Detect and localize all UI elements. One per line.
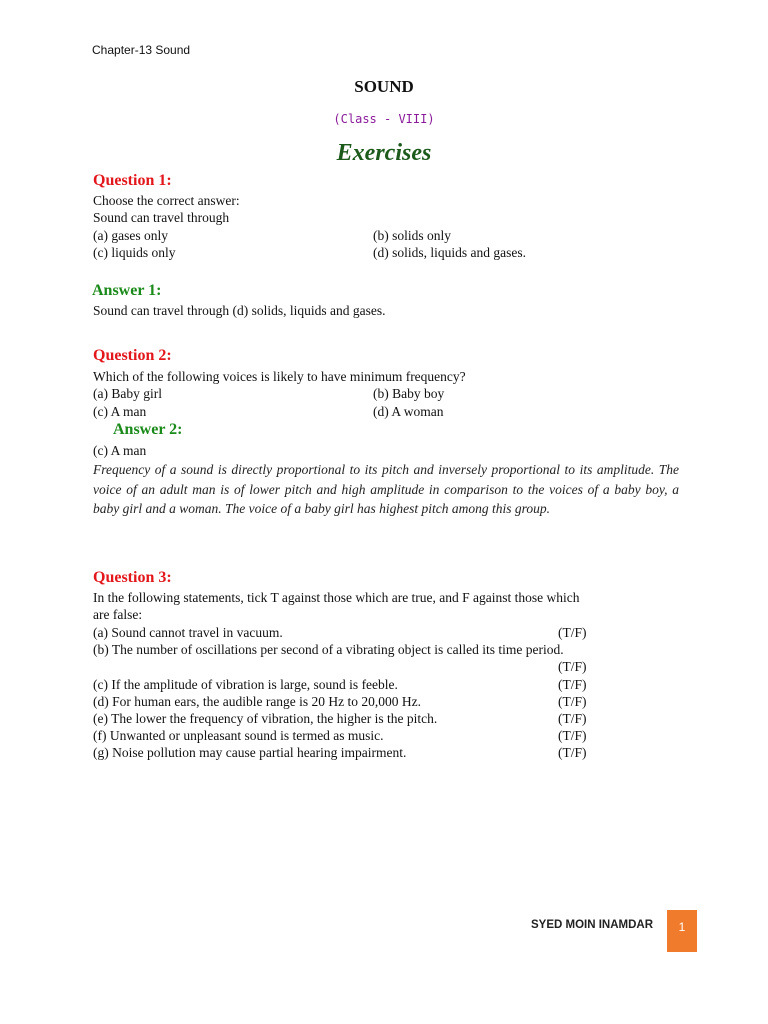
question-3-heading: Question 3:	[93, 569, 172, 586]
question-1-option-a: (a) gases only	[93, 228, 168, 243]
class-subtitle: (Class - VIII)	[333, 112, 435, 126]
question-3-intro-line-1: In the following statements, tick T against those which are true, and F against those which	[93, 590, 580, 605]
answer-2-heading: Answer 2:	[113, 421, 183, 438]
tf-marker-d: (T/F)	[558, 694, 587, 709]
question-2-option-b: (b) Baby boy	[373, 386, 445, 401]
page-number: 1	[678, 920, 686, 934]
tf-marker-b: (T/F)	[558, 659, 587, 674]
question-2-heading: Question 2:	[93, 347, 172, 364]
page-title: SOUND	[354, 77, 414, 96]
statement-g: (g) Noise pollution may cause partial hearing impairment.	[93, 745, 407, 760]
question-1-option-d: (d) solids, liquids and gases.	[373, 245, 526, 260]
answer-1-text: Sound can travel through (d) solids, liquids and gases.	[93, 303, 386, 318]
tf-marker-a: (T/F)	[558, 625, 587, 640]
answer-1-heading: Answer 1:	[92, 282, 162, 299]
statement-d: (d) For human ears, the audible range is 20 Hz to 20,000 Hz.	[93, 694, 422, 709]
question-2-stem: Which of the following voices is likely to have minimum frequency?	[93, 369, 466, 384]
statement-c: (c) If the amplitude of vibration is large, sound is feeble.	[93, 677, 398, 692]
question-1-instruction: Choose the correct answer:	[93, 193, 240, 208]
section-title: Exercises	[336, 140, 432, 166]
question-2-option-d: (d) A woman	[373, 404, 444, 419]
question-3-intro-line-2: are false:	[93, 607, 143, 622]
statement-e: (e) The lower the frequency of vibration, the higher is the pitch.	[93, 711, 438, 726]
statement-a: (a) Sound cannot travel in vacuum.	[93, 625, 283, 640]
tf-marker-e: (T/F)	[558, 711, 587, 726]
footer-author: SYED MOIN INAMDAR	[531, 919, 654, 931]
page-number-box	[667, 910, 697, 952]
chapter-header: Chapter-13 Sound	[92, 43, 191, 57]
question-2-option-c: (c) A man	[93, 404, 147, 419]
statement-b: (b) The number of oscillations per second of a vibrating object is called its time period.	[93, 642, 564, 657]
question-1-stem: Sound can travel through	[93, 210, 230, 225]
answer-2-text: (c) A man	[93, 443, 147, 458]
tf-marker-c: (T/F)	[558, 677, 587, 692]
question-1-heading: Question 1:	[93, 172, 172, 189]
tf-marker-g: (T/F)	[558, 745, 587, 760]
statement-f: (f) Unwanted or unpleasant sound is termed as music.	[93, 728, 384, 743]
question-2-option-a: (a) Baby girl	[93, 386, 162, 401]
answer-2-explanation: Frequency of a sound is directly proportional to its pitch and inversely proportional to its amplitude. The voice of an adult man is of lower pitch and high amplitude in comparison to the voices of a baby boy, a baby girl and a woman. The voice of a baby girl has highest pitch among this group.	[93, 462, 679, 517]
question-1-option-c: (c) liquids only	[93, 245, 176, 260]
tf-marker-f: (T/F)	[558, 728, 587, 743]
question-1-option-b: (b) solids only	[373, 228, 452, 243]
